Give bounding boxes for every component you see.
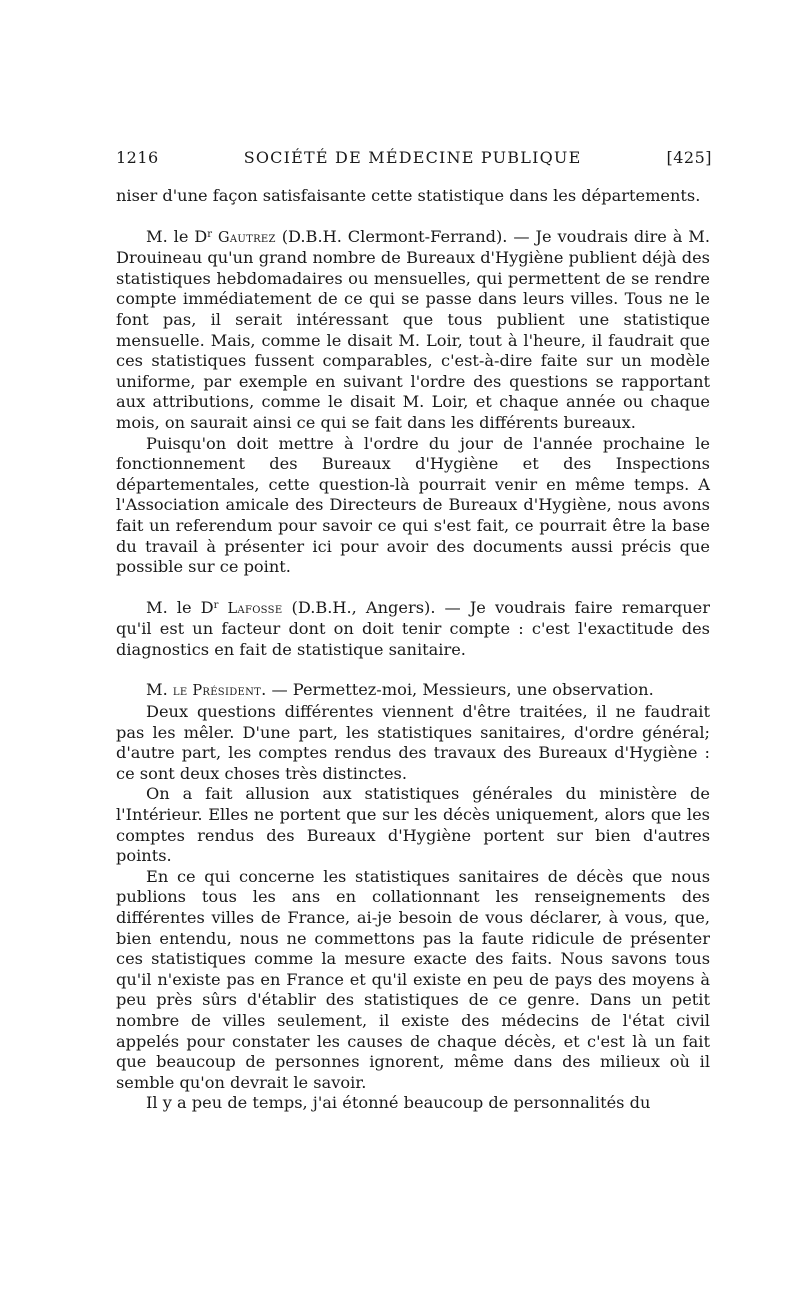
paragraph: Deux questions différentes viennent d'être traitées, il ne faudrait pas les mêler. D'une part, les statistiques sanitaires, d'ordre général; d'autre part, les comptes rendus des travaux des Bureaux d'Hygiène : ce sont deux choses très distinctes. [116,702,710,783]
page-number: 1216 [116,148,159,167]
paragraph: On a fait allusion aux statistiques générales du ministère de l'Intérieur. Elles ne portent que sur les décès uniquement, alors que les comptes rendus des Bureaux d'Hygiène portent sur bien d'autres points. [116,784,710,866]
paragraph: En ce qui concerne les statistiques sanitaires de décès que nous publions tous les ans en collationnant les renseignements des différentes villes de France, ai-je besoin de vous déclarer, à vous, que, bien entendu, nous ne commettons pas la faute ridicule de présenter ces statistiques comme la mesure exacte des faits. Nous savons tous qu'il n'existe pas en France et qu'il existe en peu de pays des moyens à peu près sûrs d'établir des statistiques de ce genre. Dans un petit nombre de villes seulement, il existe des médecins de l'état civil appelés pour constater les causes de chaque décès, et c'est là un fait que beaucoup de personnes ignorent, même dans des milieux où il semble qu'on devrait le savoir. [116,866,710,1092]
speaker-prefix: M. le D [146,597,214,617]
speaker-name: le Président [172,683,262,700]
paragraph-text: (D.B.H. Clermont-Ferrand). — Je voudrais dire à M. Drouineau qu'un grand nombre de Bureaux d'Hygiène publient déjà des statistiques hebdomadaires ou mensuelles, qui permettent de se rendre compte immédiatement de ce qui se passe dans leurs villes. Tous ne le font pas, il serait intéressant que tous publient une statistique mensuelle. Mais, comme le disait M. Loir, tout à l'heure, il faudrait que ces statistiques fussent comparables, c'est-à-dire faite sur un modèle uniforme, par exemple en suivant l'ordre des questions se rapportant aux attributions, comme le disait M. Loir, et chaque année ou chaque mois, on saurait ainsi ce qui se fait dans les différents bureaux. [116,226,710,432]
paragraph: Il y a peu de temps, j'ai étonné beaucoup de personnalités du [146,1093,651,1113]
speaker-title-sup: r [207,228,213,240]
speaker-prefix: M. le D [146,226,208,246]
bracket-page-number: [425] [666,148,712,167]
speaker-prefix: M. [146,680,173,700]
paragraph-continuation: niser d'une façon satisfaisante cette statistique dans les départements. [116,186,701,205]
paragraph-lafosse [116,598,710,661]
speaker-title-sup: r [213,599,219,611]
paragraph-text: . — Permettez-moi, Messieurs, une observation. [261,680,654,700]
speaker-name: Gautrez [218,229,276,246]
paragraph-president [116,680,710,702]
running-header [116,148,712,167]
paragraph-text: (D.B.H., Angers). — Je voudrais faire remarquer qu'il est un facteur dont on doit tenir compte : c'est l'exactitude des diagnostics en fait de statistique sanitaire. [116,597,710,659]
running-title: SOCIÉTÉ DE MÉDECINE PUBLIQUE [243,148,582,167]
paragraph: Puisqu'on doit mettre à l'ordre du jour de l'année prochaine le fonctionnement des Bureaux d'Hygiène et des Inspections départementales, cette question-là pourrait venir en même temps. A l'Association amicale des Directeurs de Bureaux d'Hygiène, nous avons fait un referendum pour savoir ce qui s'est fait, ce pourrait être la base du travail à présenter ici pour avoir des documents aussi précis que possible sur ce point. [116,433,710,577]
paragraph-gautrez [116,227,710,434]
speaker-name: Lafosse [227,600,283,617]
body-text [116,186,710,1114]
